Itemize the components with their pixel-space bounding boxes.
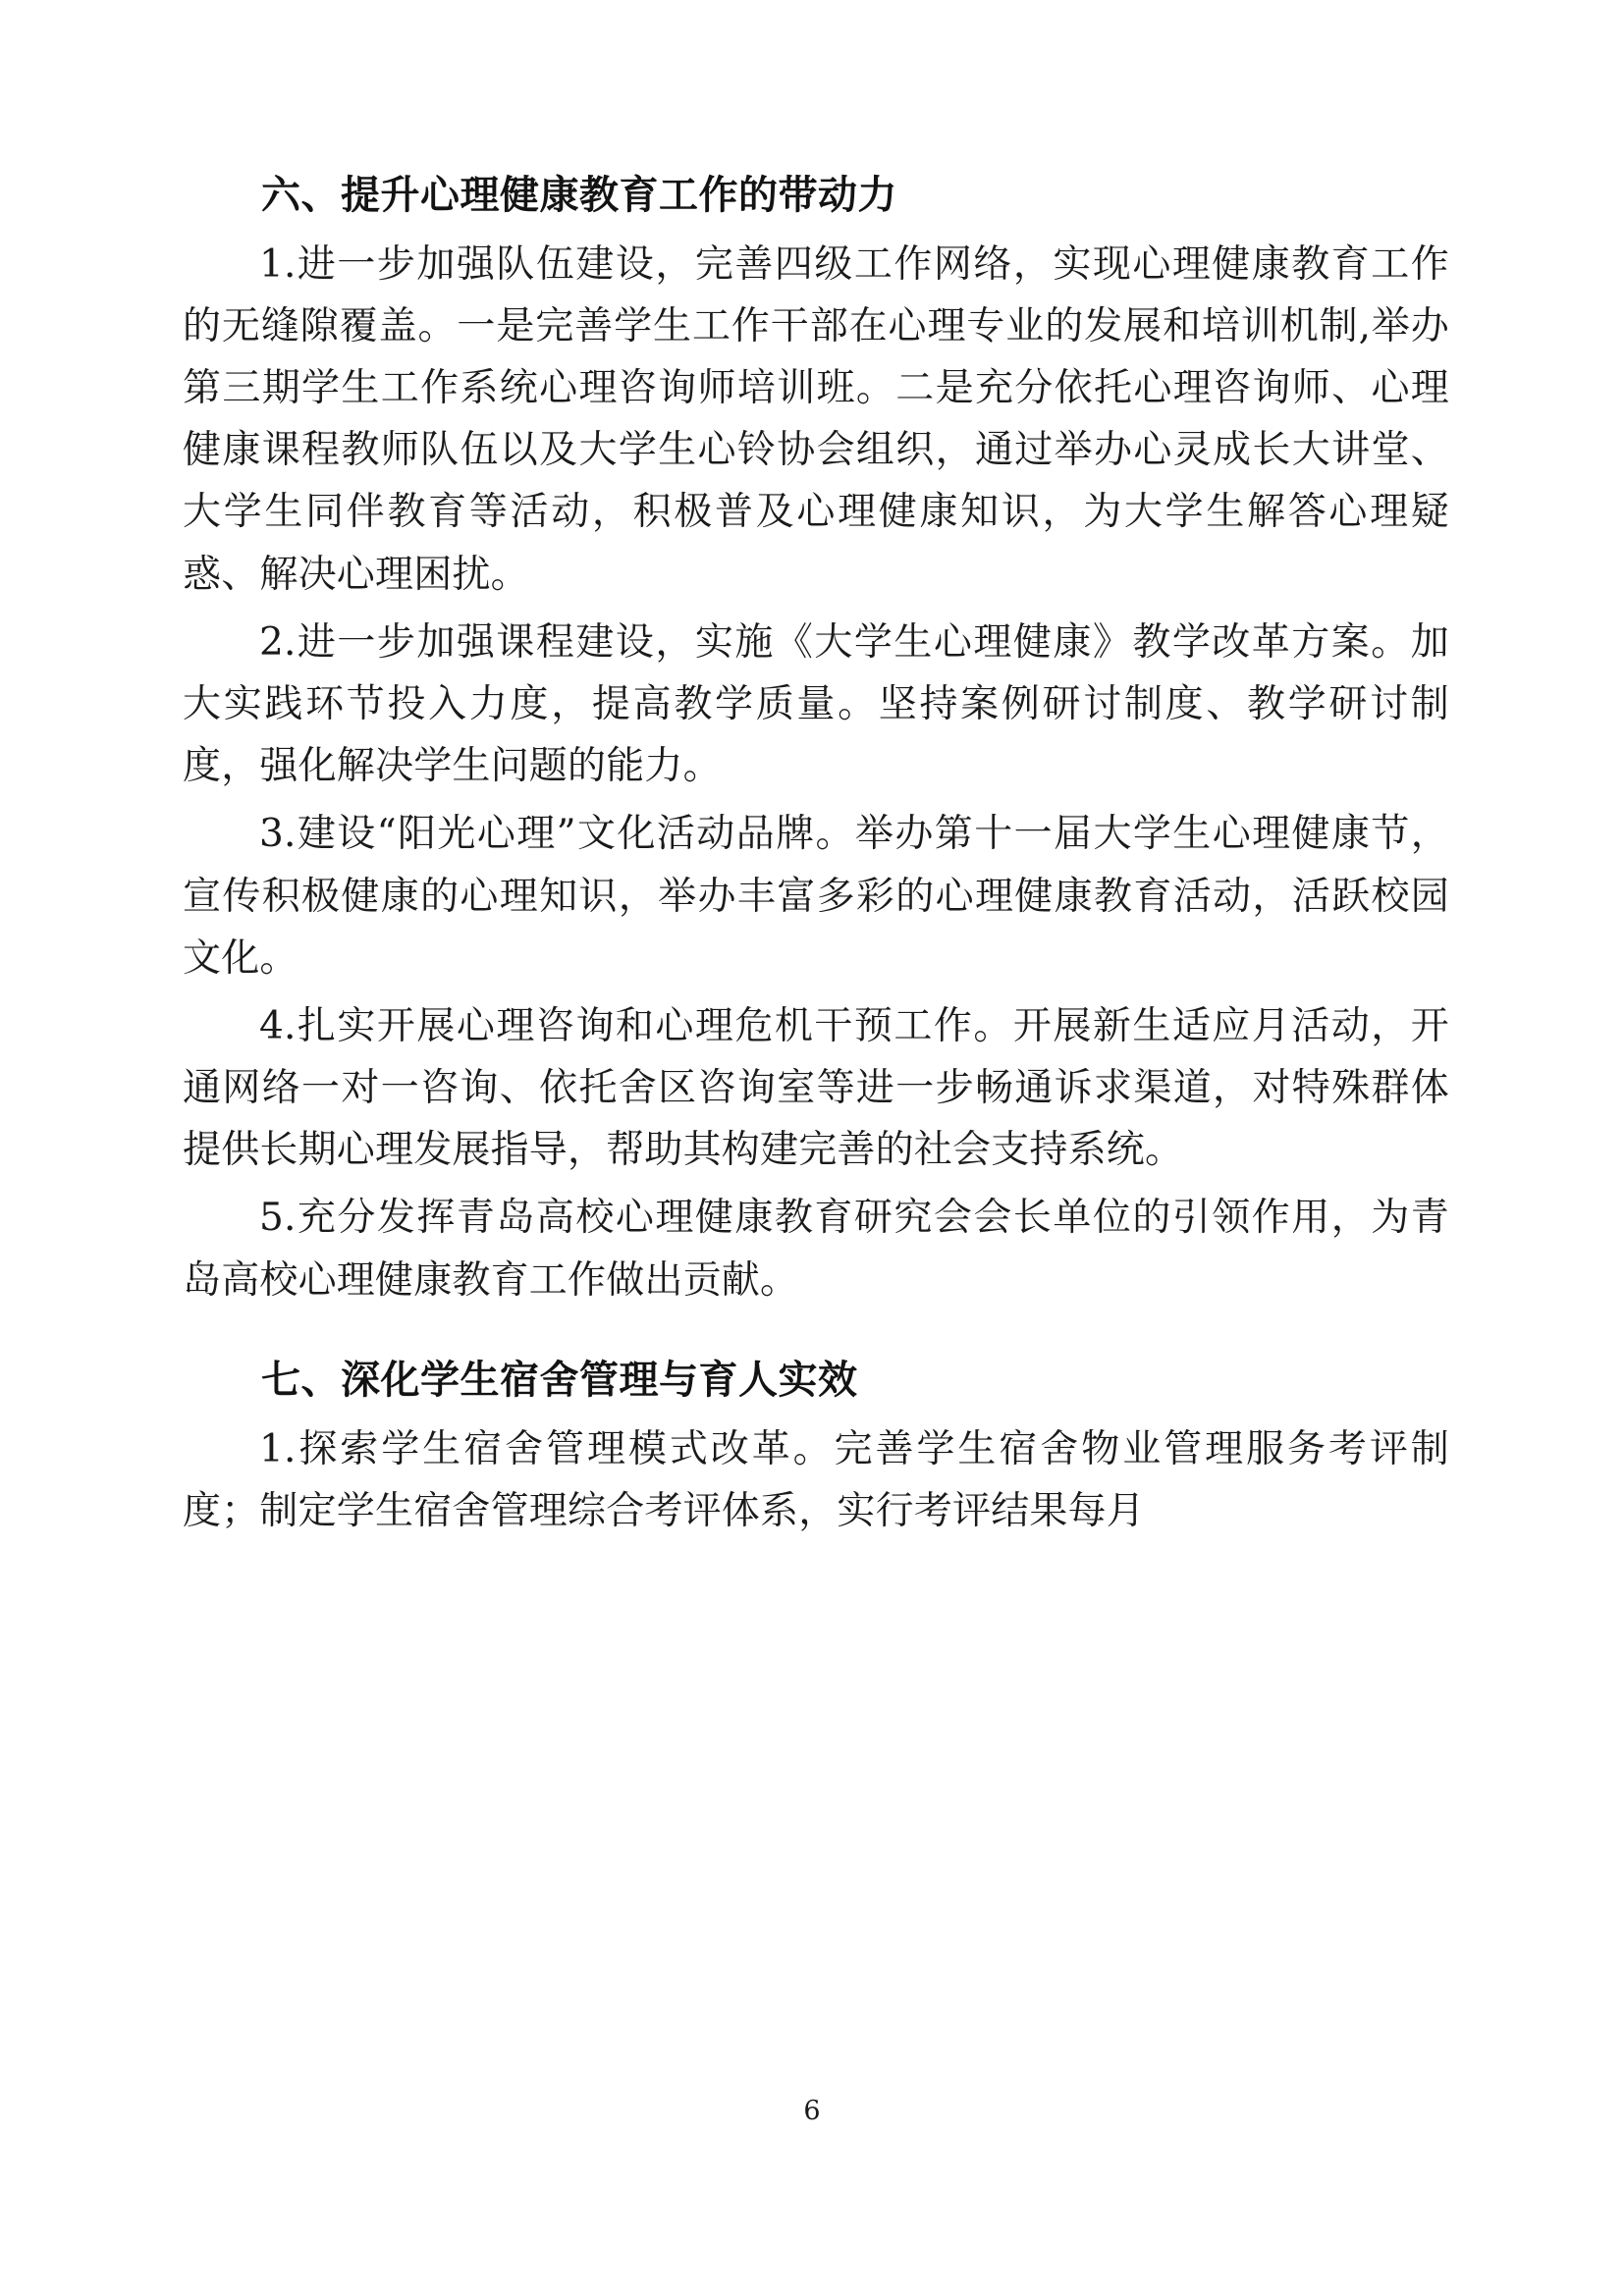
paragraph-6-3: 3.建设“阳光心理”文化活动品牌。举办第十一届大学生心理健康节，宣传积极健康的心理知识，举办丰富多彩的心理健康教育活动，活跃校园文化。	[183, 812, 1449, 981]
paragraph-6-4: 4.扎实开展心理咨询和心理危机干预工作。开展新生适应月活动，开通网络一对一咨询、依托舍区咨询室等进一步畅通诉求渠道，对特殊群体提供长期心理发展指导，帮助其构建完善的社会支持系统。	[183, 1003, 1449, 1173]
section-heading-six: 六、提升心理健康教育工作的带动力	[261, 173, 897, 218]
paragraph-7-1: 1.探索学生宿舍管理模式改革。完善学生宿舍物业管理服务考评制度；制定学生宿舍管理综合考评体系，实行考评结果每月	[183, 1426, 1449, 1533]
document-body	[183, 172, 1449, 1548]
paragraph-6-2: 2.进一步加强课程建设，实施《大学生心理健康》教学改革方案。加大实践环节投入力度，提高教学质量。坚持案例研讨制度、教学研讨制度，强化解决学生问题的能力。	[183, 619, 1449, 789]
section-heading-seven: 七、深化学生宿舍管理与育人实效	[261, 1357, 858, 1403]
page-number: 6	[803, 2096, 821, 2126]
paragraph-6-5: 5.充分发挥青岛高校心理健康教育研究会会长单位的引领作用，为青岛高校心理健康教育工作做出贡献。	[183, 1196, 1449, 1303]
paragraph-6-1: 1.进一步加强队伍建设，完善四级工作网络，实现心理健康教育工作的无缝隙覆盖。一是完善学生工作干部在心理专业的发展和培训机制,举办第三期学生工作系统心理咨询师培训班。二是充分依托心理咨询师、心理健康课程教师队伍以及大学生心铃协会组织，通过举办心灵成长大讲堂、大学生同伴教育等活动，积极普及心理健康知识，为大学生解答心理疑惑、解决心理困扰。	[183, 241, 1449, 597]
